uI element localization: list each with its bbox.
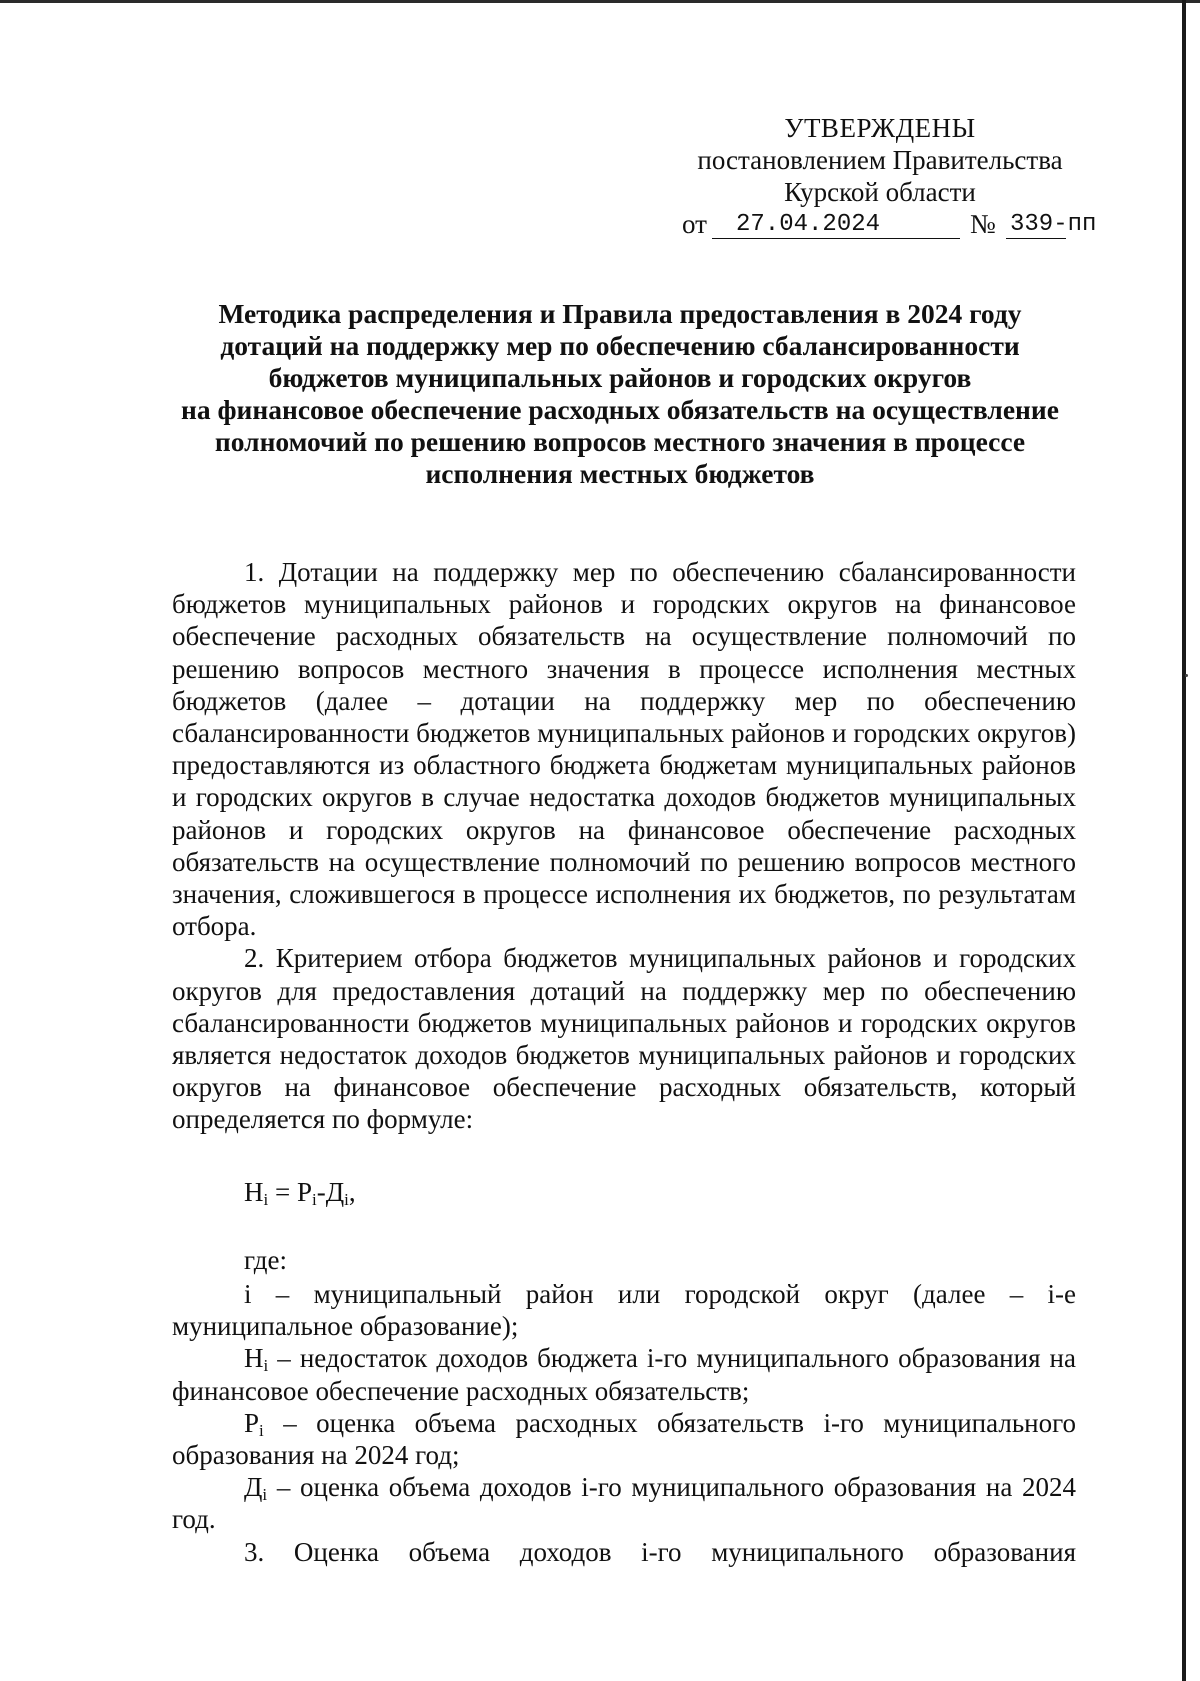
definition-d-text: – оценка объема доходов i-го муниципального образования на 2024 год.: [172, 1472, 1076, 1535]
paragraph-3: 3. Оценка объема доходов i-го муниципального образования: [244, 1536, 1076, 1567]
formula-h: Н: [244, 1176, 264, 1207]
formula-eq: =: [268, 1176, 297, 1207]
title-line: дотаций на поддержку мер по обеспечению сбалансированности: [220, 330, 1020, 361]
scan-speck: [1185, 674, 1188, 677]
document-body: [172, 556, 1076, 1568]
approval-line-2: Курской области: [784, 177, 976, 207]
title-line: бюджетов муниципальных районов и городских округов: [268, 362, 972, 393]
approval-date-row: [660, 208, 1100, 242]
definition-i: i – муниципальный район или городской округ (далее – i-е муниципальное образование);: [172, 1279, 1076, 1342]
formula-p: Р: [296, 1176, 312, 1207]
definition-p: [172, 1407, 1076, 1471]
formula: [244, 1176, 1076, 1208]
formula-sub: i: [263, 1189, 269, 1209]
where-label: где:: [244, 1244, 287, 1275]
paragraph-2: 2. Критерием отбора бюджетов муниципальных районов и городских округов для предоставления дотаций на поддержку мер по обеспечению сбалансированности бюджетов муниципальных районов и городских округов является недостаток доходов бюджетов муниципальных районов и городских округов на финансовое обеспечение расходных обязательств, который определяется по формуле:: [172, 943, 1076, 1135]
formula-d: Д: [325, 1176, 345, 1207]
symbol-sub: i: [263, 1356, 269, 1376]
formula-end: ,: [348, 1176, 356, 1207]
symbol-d: Д: [244, 1472, 263, 1503]
title-line: Методика распределения и Правила предоставления в 2024 году: [218, 298, 1022, 329]
symbol-p: Р: [244, 1407, 260, 1438]
document-title: [160, 298, 1080, 490]
title-line: на финансовое обеспечение расходных обязательств на осуществление: [181, 394, 1059, 425]
formula-sub: i: [312, 1189, 317, 1209]
definition-h: [172, 1342, 1076, 1406]
scan-edge-right: [1182, 0, 1186, 1681]
scan-edge-top: [0, 0, 1200, 3]
approval-stamp: [660, 112, 1100, 242]
number-sign: №: [970, 209, 996, 239]
formula-sub: i: [344, 1189, 349, 1209]
definition-p-text: – оценка объема расходных обязательств i-го муниципального образования на 2024 год;: [172, 1407, 1076, 1471]
symbol-sub: i: [262, 1485, 268, 1505]
approval-number: 339-пп: [1010, 211, 1097, 238]
approval-line-1: постановлением Правительства: [697, 145, 1063, 175]
symbol-h: Н: [244, 1343, 264, 1374]
formula-minus: -: [316, 1176, 326, 1207]
from-label: от: [682, 209, 707, 239]
approval-title: УТВЕРЖДЕНЫ: [784, 113, 976, 143]
approval-date: 27.04.2024: [736, 211, 881, 238]
title-line: полномочий по решению вопросов местного значения в процессе: [214, 426, 1026, 457]
symbol-sub: i: [259, 1420, 264, 1440]
definition-h-text: – недостаток доходов бюджета i-го муниципального образования на финансовое обеспечение расходных обязательств;: [172, 1343, 1076, 1406]
paragraph-1: 1. Дотации на поддержку мер по обеспечению сбалансированности бюджетов муниципальных районов и городских округов на финансовое обеспечение расходных обязательств на осуществление полномочий по решению вопросов местного значения в процессе исполнения местных бюджетов (далее – дотации на поддержку мер по обеспечению сбалансированности бюджетов муниципальных районов и городских округов) предоставляются из областного бюджета бюджетам муниципальных районов и городских округов в случае недостатка доходов бюджетов муниципальных районов и городских округов на финансовое обеспечение расходных обязательств на осуществление полномочий по решению вопросов местного значения, сложившегося в процессе исполнения их бюджетов, по результатам отбора.: [172, 557, 1076, 942]
title-line: исполнения местных бюджетов: [425, 458, 815, 489]
definition-d: [172, 1471, 1076, 1535]
